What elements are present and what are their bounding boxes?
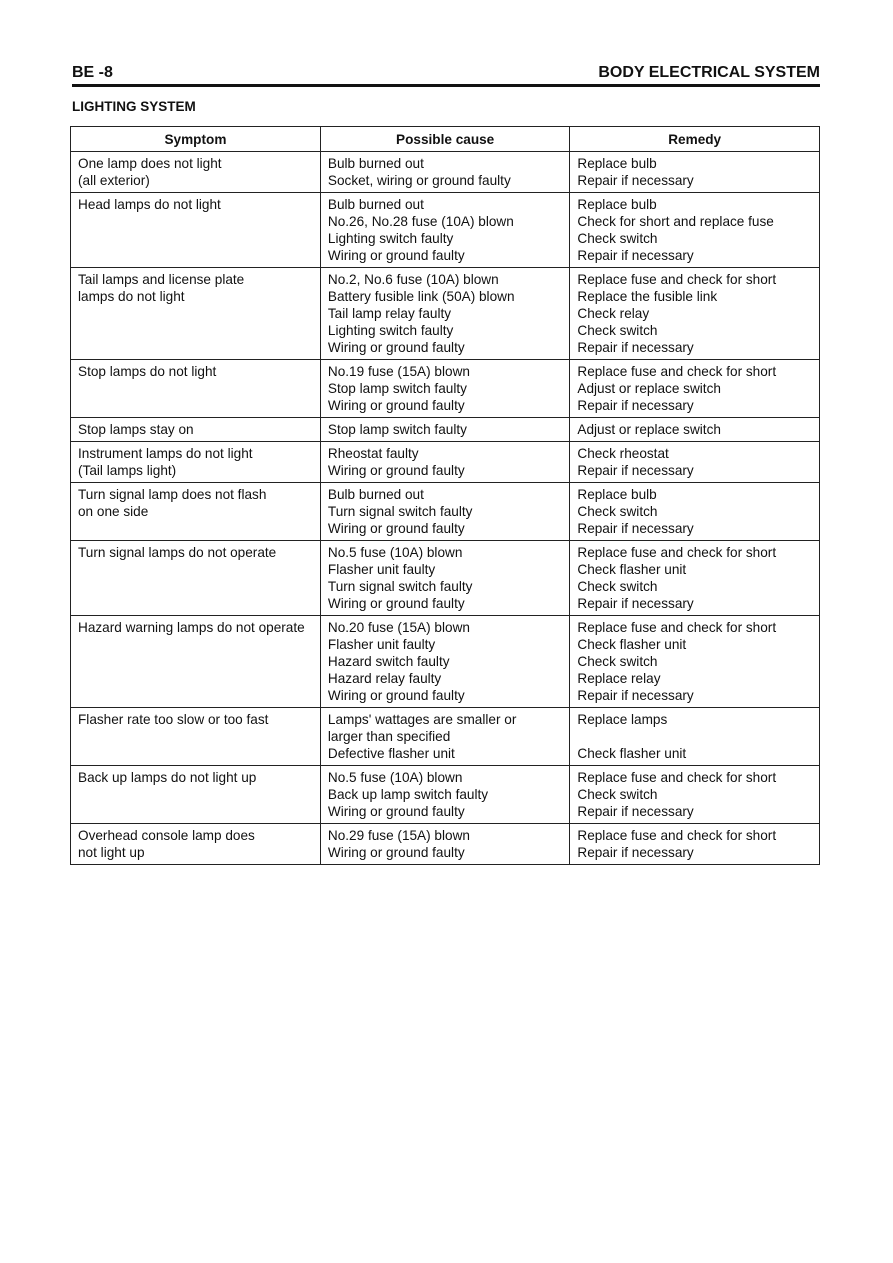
page-subtitle: LIGHTING SYSTEM [72,99,196,114]
remedy-line: Check switch [577,787,658,802]
table-row [71,442,820,483]
cause-cell [320,824,569,865]
cause-line: No.26, No.28 fuse (10A) blown [327,214,514,229]
remedy-line: Adjust or replace switch [577,422,721,437]
column-header-remedy: Remedy [570,127,820,152]
table-row [71,708,820,766]
symptom-line: Stop lamps stay on [78,422,194,437]
remedy-cell [570,442,820,483]
cause-line: Lighting switch faulty [327,231,454,246]
header-divider [72,84,820,87]
remedy-line: Replace fuse and check for short [577,272,777,287]
remedy-line: Repair if necessary [577,845,694,860]
symptom-line: on one side [78,504,149,519]
symptom-line: Turn signal lamp does not flash [78,487,267,502]
cause-line: Back up lamp switch faulty [327,787,489,802]
cause-line: No.2, No.6 fuse (10A) blown [327,272,499,287]
cause-line: Stop lamp switch faulty [327,422,467,437]
remedy-line: Check rheostat [577,446,669,461]
symptom-cell [71,824,321,865]
table-row [71,193,820,268]
symptom-line: Stop lamps do not light [78,364,217,379]
remedy-line: Replace lamps [577,712,668,727]
cause-line: Socket, wiring or ground faulty [327,173,511,188]
remedy-line: Check switch [577,579,658,594]
remedy-line: Adjust or replace switch [577,381,721,396]
cause-cell [320,616,569,708]
remedy-line: Repair if necessary [577,521,694,536]
cause-line: Hazard switch faulty [327,654,450,669]
cause-line: No.5 fuse (10A) blown [327,545,463,560]
remedy-line: Replace bulb [577,156,657,171]
symptom-cell [71,360,321,418]
remedy-cell [570,766,820,824]
remedy-line: Replace fuse and check for short [577,545,777,560]
section-title: BODY ELECTRICAL SYSTEM [598,64,820,81]
table-row [71,616,820,708]
remedy-line: Replace bulb [577,197,657,212]
table-body [71,152,820,865]
cause-line: Stop lamp switch faulty [327,381,467,396]
symptom-line: Back up lamps do not light up [78,770,257,785]
remedy-line: Check relay [577,306,650,321]
remedy-line: Replace fuse and check for short [577,364,777,379]
remedy-line: Check switch [577,231,658,246]
symptom-line: (Tail lamps light) [78,463,177,478]
symptom-cell [71,616,321,708]
cause-cell [320,193,569,268]
symptom-cell [71,442,321,483]
remedy-cell [570,541,820,616]
cause-cell [320,268,569,360]
cause-line: Lighting switch faulty [327,323,454,338]
cause-line: Wiring or ground faulty [327,845,465,860]
symptom-line: Head lamps do not light [78,197,221,212]
page-header [72,62,820,84]
table-row [71,152,820,193]
remedy-cell [570,268,820,360]
cause-line: Turn signal switch faulty [327,504,473,519]
table-row [71,483,820,541]
cause-line: Battery fusible link (50A) blown [327,289,515,304]
symptom-line: not light up [78,845,145,860]
page-number: BE -8 [72,64,113,81]
remedy-line: Replace bulb [577,487,657,502]
remedy-line: Replace fuse and check for short [577,828,777,843]
cause-cell [320,766,569,824]
column-header-symptom: Symptom [71,127,321,152]
remedy-line [577,728,813,745]
table-row [71,418,820,442]
cause-line: Wiring or ground faulty [327,804,465,819]
remedy-line: Repair if necessary [577,688,694,703]
remedy-line: Replace the fusible link [577,289,718,304]
table-row [71,766,820,824]
remedy-line: Check switch [577,323,658,338]
cause-line: Hazard relay faulty [327,671,442,686]
table-row [71,824,820,865]
remedy-line: Check flasher unit [577,637,687,652]
cause-line: No.5 fuse (10A) blown [327,770,463,785]
remedy-line: Check for short and replace fuse [577,214,774,229]
symptom-cell [71,193,321,268]
troubleshooting-table [70,126,820,865]
symptom-cell [71,418,321,442]
symptom-cell [71,708,321,766]
symptom-cell [71,152,321,193]
cause-line: Defective flasher unit [327,746,455,761]
remedy-line: Repair if necessary [577,248,694,263]
symptom-cell [71,766,321,824]
cause-line: Wiring or ground faulty [327,463,465,478]
cause-line: larger than specified [327,729,451,744]
remedy-line: Repair if necessary [577,398,694,413]
cause-line: No.19 fuse (15A) blown [327,364,470,379]
cause-cell [320,152,569,193]
cause-line: Wiring or ground faulty [327,398,465,413]
cause-cell [320,708,569,766]
cause-line: No.20 fuse (15A) blown [327,620,470,635]
remedy-cell [570,824,820,865]
remedy-line: Repair if necessary [577,463,694,478]
remedy-line: Replace relay [577,671,661,686]
cause-line: Flasher unit faulty [327,637,436,652]
cause-line: Bulb burned out [327,197,424,212]
remedy-line: Check switch [577,504,658,519]
cause-line: Wiring or ground faulty [327,596,465,611]
remedy-line: Check flasher unit [577,746,687,761]
symptom-line: Instrument lamps do not light [78,446,253,461]
cause-cell [320,360,569,418]
symptom-line: One lamp does not light [78,156,222,171]
cause-line: Wiring or ground faulty [327,248,465,263]
remedy-line: Repair if necessary [577,340,694,355]
table-row [71,541,820,616]
cause-line: Flasher unit faulty [327,562,436,577]
symptom-cell [71,541,321,616]
symptom-line: Tail lamps and license plate [78,272,245,287]
remedy-line: Repair if necessary [577,596,694,611]
cause-line: Wiring or ground faulty [327,688,465,703]
cause-line: Turn signal switch faulty [327,579,473,594]
symptom-line: (all exterior) [78,173,150,188]
cause-line: Wiring or ground faulty [327,521,465,536]
column-header-possible-cause: Possible cause [320,127,569,152]
symptom-cell [71,268,321,360]
cause-cell [320,442,569,483]
remedy-line: Check switch [577,654,658,669]
cause-line: Bulb burned out [327,156,424,171]
symptom-line: Flasher rate too slow or too fast [78,712,269,727]
table-header-row [71,127,820,152]
cause-line: Tail lamp relay faulty [327,306,452,321]
remedy-cell [570,708,820,766]
remedy-cell [570,616,820,708]
remedy-line: Replace fuse and check for short [577,770,777,785]
table-row [71,268,820,360]
cause-line: Wiring or ground faulty [327,340,465,355]
cause-cell [320,541,569,616]
cause-line: Rheostat faulty [327,446,419,461]
remedy-cell [570,152,820,193]
cause-line: No.29 fuse (15A) blown [327,828,470,843]
remedy-line: Check flasher unit [577,562,687,577]
remedy-line: Replace fuse and check for short [577,620,777,635]
symptom-cell [71,483,321,541]
remedy-line: Repair if necessary [577,173,694,188]
cause-line: Lamps' wattages are smaller or [327,712,517,727]
cause-cell [320,483,569,541]
remedy-cell [570,360,820,418]
table-row [71,360,820,418]
cause-line: Bulb burned out [327,487,424,502]
remedy-cell [570,418,820,442]
remedy-cell [570,193,820,268]
remedy-cell [570,483,820,541]
symptom-line: Turn signal lamps do not operate [78,545,277,560]
symptom-line: lamps do not light [78,289,185,304]
symptom-line: Hazard warning lamps do not operate [78,620,305,635]
cause-cell [320,418,569,442]
symptom-line: Overhead console lamp does [78,828,255,843]
remedy-line: Repair if necessary [577,804,694,819]
